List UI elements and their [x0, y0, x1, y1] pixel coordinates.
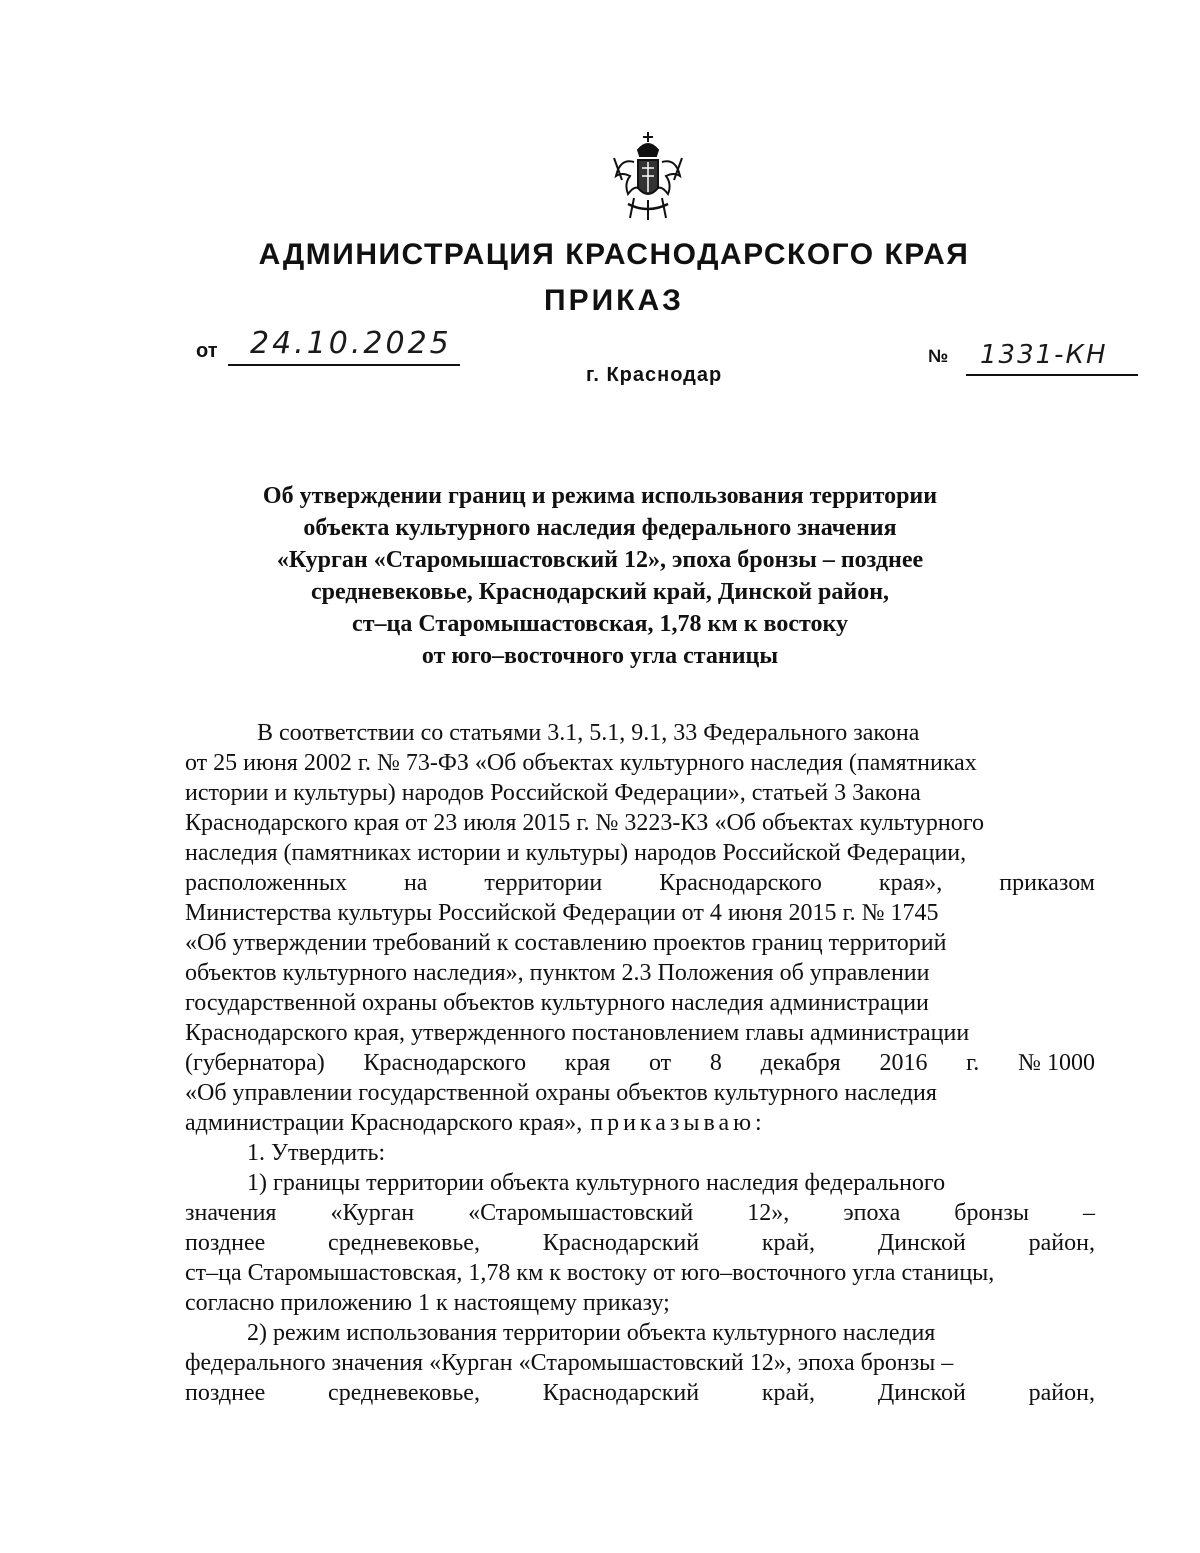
line-text: администрации Краснодарского края», — [185, 1110, 583, 1136]
body-line: согласно приложению 1 к настоящему приказу; — [185, 1290, 670, 1316]
document-body — [185, 718, 1095, 1408]
body-line: объектов культурного наследия», пунктом 2.3 Положения об управлении — [185, 960, 930, 986]
title-line: от юго–восточного угла станицы — [421, 643, 779, 669]
word: 2016 — [879, 1050, 928, 1076]
body-line: федерального значения «Курган «Старомышастовский 12», эпоха бронзы – — [185, 1350, 954, 1376]
word: край, — [761, 1230, 816, 1256]
word: Краснодарского — [659, 870, 822, 896]
word: средневековье, — [328, 1230, 480, 1256]
word: – — [1083, 1200, 1095, 1226]
order-word: приказываю: — [590, 1110, 766, 1136]
body-line: 1. Утвердить: — [247, 1140, 386, 1166]
word: расположенных — [185, 870, 347, 896]
word: Динской — [877, 1380, 966, 1406]
date-underline — [228, 364, 460, 366]
body-line: Краснодарского края, утвержденного постановлением главы администрации — [185, 1020, 970, 1046]
coat-of-arms-emblem — [608, 128, 688, 224]
word: 8 — [709, 1050, 722, 1076]
word: бронзы — [954, 1200, 1029, 1226]
word: приказом — [999, 870, 1095, 896]
word: «Старомышастовский — [468, 1200, 694, 1226]
date-prefix: от — [196, 340, 218, 362]
word: Динской — [877, 1230, 966, 1256]
word: от — [649, 1050, 672, 1076]
body-line: Краснодарского края от 23 июля 2015 г. № 3223-КЗ «Об объектах культурного — [185, 810, 984, 836]
word: территории — [484, 870, 603, 896]
title-line: средневековье, Краснодарский край, Динской район, — [310, 579, 890, 605]
body-line-justified — [185, 1048, 1095, 1078]
number-underline — [966, 374, 1138, 376]
organization-name: АДМИНИСТРАЦИЯ КРАСНОДАРСКОГО КРАЯ — [258, 238, 970, 271]
body-line — [185, 1108, 1095, 1138]
body-line: ст–ца Старомышастовская, 1,78 км к востоку от юго–восточного угла станицы, — [185, 1260, 995, 1286]
word: район, — [1028, 1230, 1095, 1256]
word: эпоха — [843, 1200, 901, 1226]
body-line: В соответствии со статьями 3.1, 5.1, 9.1, 33 Федерального закона — [257, 720, 920, 746]
word: Краснодарского — [363, 1050, 527, 1076]
body-line: наследия (памятниках истории и культуры) народов Российской Федерации, — [185, 840, 967, 866]
word: позднее — [185, 1230, 266, 1256]
word: края — [564, 1050, 611, 1076]
body-line: Министерства культуры Российской Федерации от 4 июня 2015 г. № 1745 — [185, 900, 939, 926]
title-line: «Курган «Старомышастовский 12», эпоха бронзы – позднее — [276, 547, 924, 573]
title-line: ст–ца Старомышастовская, 1,78 км к востоку — [352, 611, 848, 637]
word: края», — [878, 870, 943, 896]
body-line: государственной охраны объектов культурного наследия администрации — [185, 990, 929, 1016]
body-line: «Об управлении государственной охраны объектов культурного наследия — [185, 1080, 937, 1106]
word: на — [403, 870, 428, 896]
body-line: 2) режим использования территории объекта культурного наследия — [247, 1320, 936, 1346]
document-city: г. Краснодар — [586, 364, 723, 386]
word: средневековье, — [328, 1380, 480, 1406]
word: Краснодарский — [542, 1230, 700, 1256]
body-line: от 25 июня 2002 г. № 73-ФЗ «Об объектах культурного наследия (памятниках — [185, 750, 977, 776]
title-line: Об утверждении границ и режима использования территории — [262, 483, 938, 509]
word: позднее — [185, 1380, 266, 1406]
body-line: истории и культуры) народов Российской Федерации», статьей 3 Закона — [185, 780, 921, 806]
body-line-justified — [185, 1378, 1095, 1408]
number-prefix: № — [928, 346, 949, 366]
body-line: 1) границы территории объекта культурного наследия федерального — [247, 1170, 946, 1196]
document-type: ПРИКАЗ — [544, 284, 684, 317]
word: 12», — [747, 1200, 790, 1226]
body-line-justified — [185, 868, 1095, 898]
title-line: объекта культурного наследия федерального значения — [303, 515, 897, 541]
document-date: 24.10.2025 — [250, 326, 452, 361]
document-title — [160, 480, 1040, 672]
word: Краснодарский — [542, 1380, 700, 1406]
word: край, — [761, 1380, 816, 1406]
word: декабря — [760, 1050, 841, 1076]
body-line-justified — [185, 1228, 1095, 1258]
body-line: «Об утверждении требований к составлению проектов границ территорий — [185, 930, 947, 956]
word: «Курган — [330, 1200, 415, 1226]
word: № 1000 — [1018, 1050, 1095, 1076]
document-number: 1331-КН — [980, 340, 1108, 370]
word: значения — [185, 1200, 277, 1226]
word: г. — [966, 1050, 980, 1076]
body-line-justified — [185, 1198, 1095, 1228]
word: (губернатора) — [185, 1050, 325, 1076]
word: район, — [1028, 1380, 1095, 1406]
